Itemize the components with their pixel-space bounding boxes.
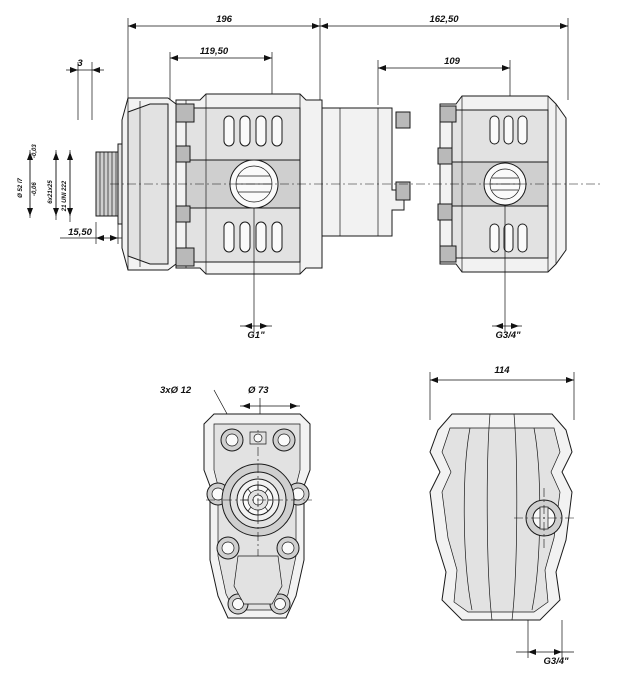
port-label-left: G1" (247, 330, 265, 341)
dim-inner-left: 119,50 (199, 46, 229, 57)
top-bore-row-right (490, 116, 527, 144)
rear-end-view (430, 365, 576, 667)
dim-end-width: 114 (494, 365, 510, 376)
side-elevation-view (18, 14, 600, 341)
port-callout-rear (516, 620, 574, 667)
dim-overall-right: 162,50 (429, 14, 459, 25)
dim-spline-spec: 6x21x25 (48, 180, 54, 204)
dim-flange-thickness: 3 (77, 58, 83, 69)
lower-boss (234, 556, 282, 604)
dim-shaft-length: 15,50 (68, 227, 92, 238)
dim-overall-left: 196 (216, 14, 232, 25)
coupling-block (322, 108, 410, 236)
dimension-shaft-left (18, 144, 73, 222)
port-label-rear: G3/4" (543, 656, 569, 667)
top-detail-notch (250, 432, 266, 444)
bottom-bore-row-right (490, 224, 527, 252)
dimension-end-width (430, 365, 574, 420)
tol-lower: -0,06 (32, 182, 38, 196)
dimension-flange-thickness (66, 58, 104, 120)
front-flange-view (160, 385, 312, 618)
port-label-right: G3/4" (495, 330, 521, 341)
label-bolt-circle: Ø 73 (248, 385, 269, 396)
dimension-lines-top (128, 14, 568, 105)
tol-upper: -0,03 (32, 144, 38, 158)
dim-inner-right: 109 (444, 56, 460, 67)
dim-spline-standard: 21 UNI 222 (62, 180, 68, 212)
dim-shaft-diameter: Ø 52 l7 (18, 178, 24, 198)
label-3x-holes: 3xØ 12 (160, 385, 192, 396)
